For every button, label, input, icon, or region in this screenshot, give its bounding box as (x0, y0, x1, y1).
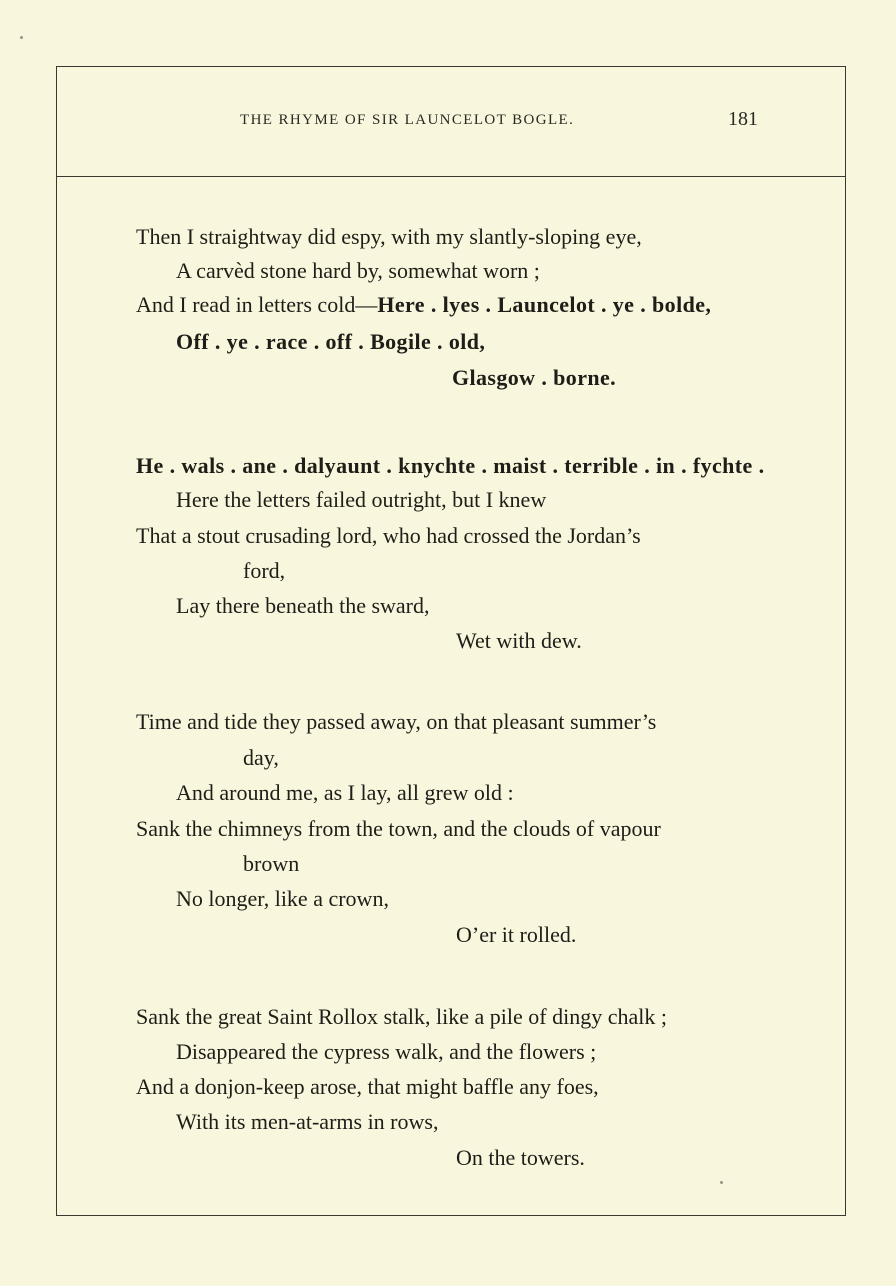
poem-line: No longer, like a crown, (176, 886, 389, 911)
paper-speck (720, 1181, 723, 1184)
running-title: THE RHYME OF SIR LAUNCELOT BOGLE. (240, 112, 575, 128)
poem-line: Sank the great Saint Rollox stalk, like a pile of dingy chalk ; (136, 1004, 667, 1029)
poem-line: Wet with dew. (456, 628, 582, 653)
poem-line: Disappeared the cypress walk, and the flowers ; (176, 1039, 597, 1064)
poem-line: And a donjon-keep arose, that might baffle any foes, (136, 1074, 599, 1099)
poem-line: Time and tide they passed away, on that pleasant summer’s (136, 709, 657, 734)
poem-line: Lay there beneath the sward, (176, 593, 430, 618)
poem-line: On the towers. (456, 1145, 585, 1170)
poem-line (136, 292, 711, 318)
inscription-text: Here . lyes . Launcelot . ye . bolde, (377, 292, 712, 317)
poem-line: ford, (243, 558, 286, 583)
poem-line: That a stout crusading lord, who had crossed the Jordan’s (136, 523, 641, 548)
poem-line: A carvèd stone hard by, somewhat worn ; (176, 258, 540, 283)
inscription-line: Glasgow . borne. (452, 365, 617, 390)
paper-speck (20, 36, 23, 39)
poem-line: Sank the chimneys from the town, and the clouds of vapour (136, 816, 661, 841)
poem-line: day, (243, 745, 279, 770)
header-rule (56, 176, 846, 177)
poem-line: With its men-at-arms in rows, (176, 1109, 439, 1134)
poem-line: Then I straightway did espy, with my slantly-sloping eye, (136, 224, 642, 249)
inscription-line: He . wals . ane . dalyaunt . knychte . maist . terrible . in . fychte . (136, 453, 765, 478)
poem-line: And around me, as I lay, all grew old : (176, 780, 514, 805)
poem-line: Here the letters failed outright, but I knew (176, 487, 547, 512)
page-number: 181 (728, 108, 758, 130)
poem-line-text: And I read in letters cold— (136, 292, 378, 317)
poem-line: brown (243, 851, 300, 876)
poem-line: O’er it rolled. (456, 922, 577, 947)
inscription-line: Off . ye . race . off . Bogile . old, (176, 329, 486, 354)
